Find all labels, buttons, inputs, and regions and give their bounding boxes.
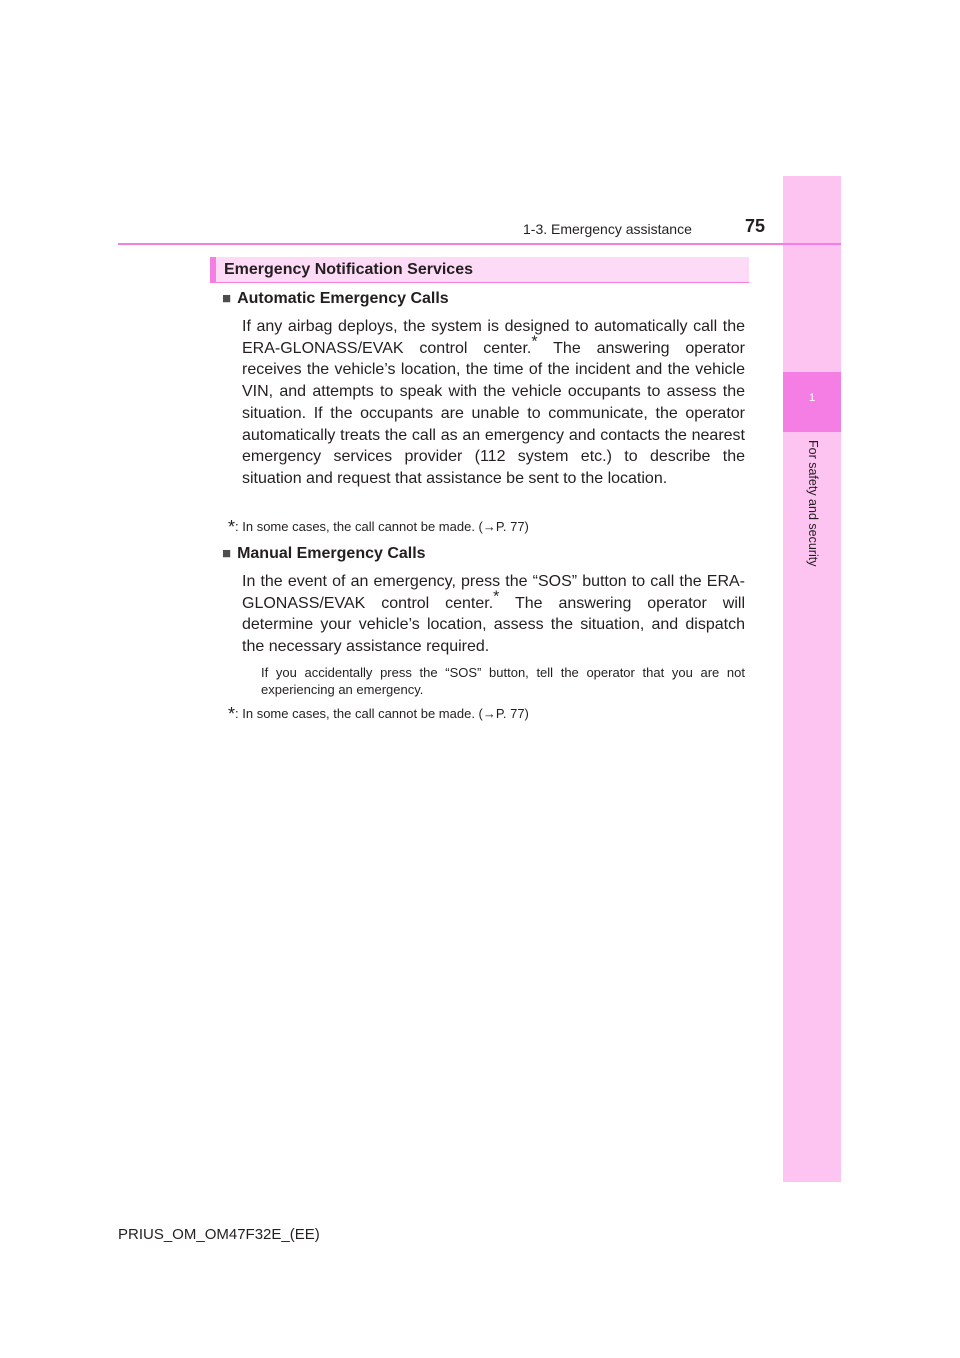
- side-chapter-number: 1: [808, 392, 816, 404]
- page-number: 75: [745, 216, 766, 236]
- footer-doc-code: PRIUS_OM_OM47F32E_(EE): [118, 1226, 320, 1243]
- note-manual: If you accidentally press the “SOS” button, tell the operator that you are not experiencing an emergency.: [261, 665, 745, 697]
- footnote-automatic: *: In some cases, the call cannot be made. (→P. 77): [228, 517, 529, 537]
- side-chapter-label: For safety and security: [806, 440, 820, 567]
- box-title: Emergency Notification Services: [210, 257, 749, 283]
- paragraph-automatic: If any airbag deploys, the system is designed to automatically call the ERA-GLONASS/EVAK control center.* The answering operator receives the vehicle’s location, the time of the incident and the vehicle VIN, and attempts to speak with the vehicle occupants to assess the situation. If the occupants are unable to communicate, the operator automatically treats the call as an emergency and contacts the nearest emergency services provider (112 system etc.) to describe the situation and request that assistance be sent to the location.: [242, 318, 746, 487]
- section-title: 1-3. Emergency assistance: [523, 221, 692, 237]
- footnote-marker: *: [531, 333, 538, 351]
- square-bullet-icon: ■: [222, 545, 232, 562]
- header-rule: [118, 243, 841, 245]
- footnote-manual: *: In some cases, the call cannot be made. (→P. 77): [228, 704, 529, 724]
- sub-heading-manual: ■ Manual Emergency Calls: [222, 545, 426, 562]
- square-bullet-icon: ■: [222, 290, 232, 307]
- side-chapter-tab: [783, 176, 841, 1182]
- sub-heading-automatic: ■ Automatic Emergency Calls: [222, 290, 449, 307]
- footnote-marker: *: [493, 588, 500, 606]
- paragraph-manual: In the event of an emergency, press the “SOS” button to call the ERA-GLONASS/EVAK control center.* The answering operator will determine your vehicle’s location, assess the situation, and dispatch the necessary assistance required.: [242, 573, 745, 656]
